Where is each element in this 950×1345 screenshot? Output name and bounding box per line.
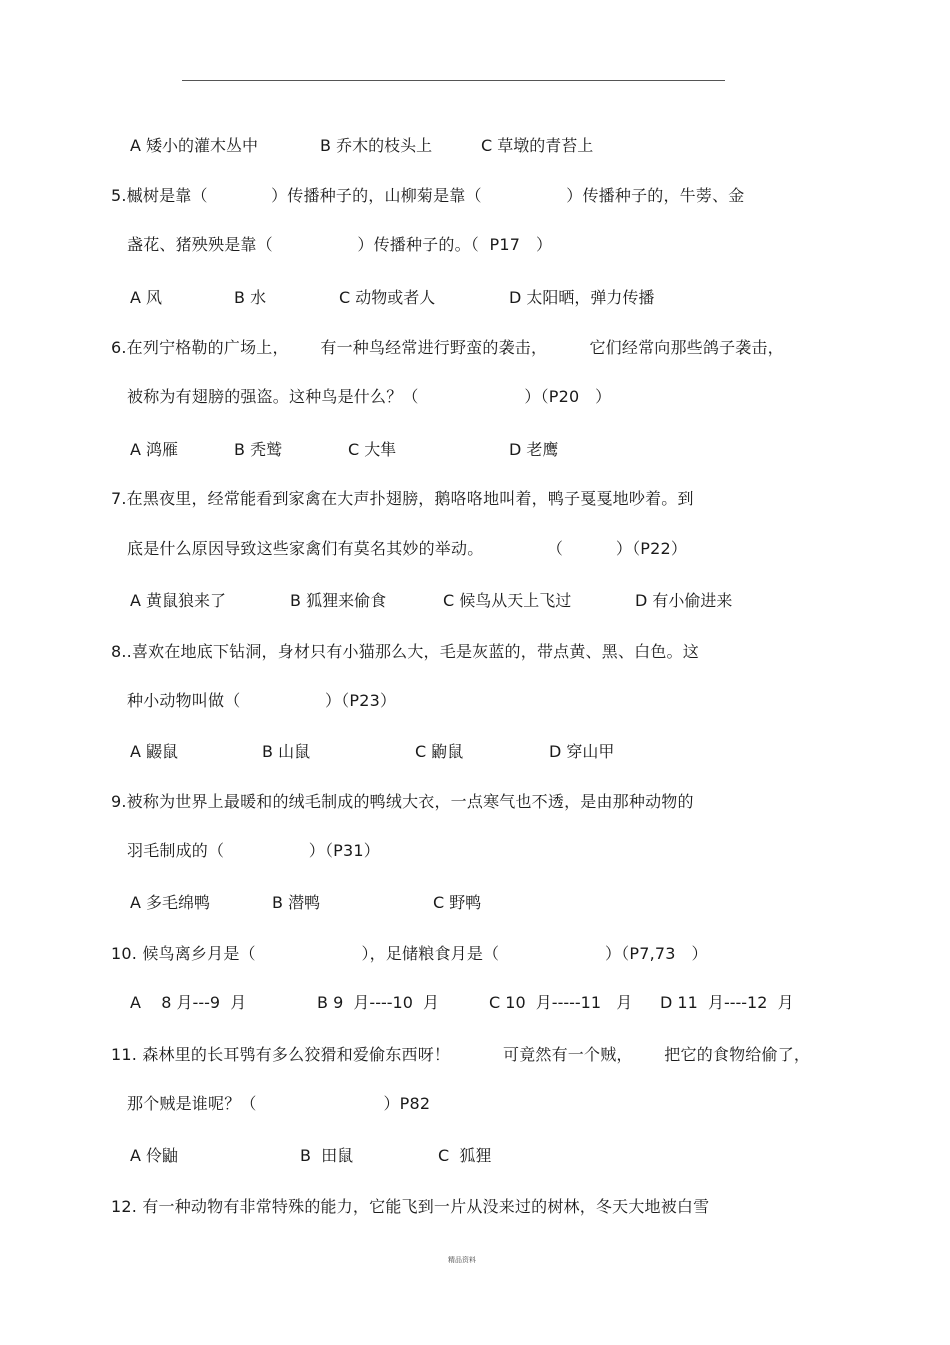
q11-stem-line2: 那个贼是谁呢？（ ）P82 xyxy=(127,1094,431,1113)
q10-stem-line1: 10. 候鸟离乡月是（ ），足储粮食月是（ ）（P7,73 ） xyxy=(111,944,708,963)
q7-option-d: D 有小偷进来 xyxy=(635,591,733,610)
q7-stem-line2: 底是什么原因导致这些家禽们有莫名其妙的举动。 （ ）（P22） xyxy=(127,539,688,558)
q9-option-c: C 野鸭 xyxy=(433,893,482,912)
q8-stem-line1: 8..喜欢在地底下钻洞，身材只有小猫那么大，毛是灰蓝的，带点黄、黑、白色。这 xyxy=(111,642,699,661)
q6-stem-line1: 6.在列宁格勒的广场上， 有一种鸟经常进行野蛮的袭击， 它们经常向那些鸽子袭击， xyxy=(111,338,784,357)
q5-option-d: D 太阳晒，弹力传播 xyxy=(509,288,655,307)
q10-option-b: B 9 月----10 月 xyxy=(317,993,440,1012)
q4-option-b: B 乔木的枝头上 xyxy=(320,136,433,155)
q11-option-a: A 伶鼬 xyxy=(130,1146,179,1165)
q6-option-a: A 鸿雁 xyxy=(130,440,179,459)
q12-stem-line1: 12. 有一种动物有非常特殊的能力，它能飞到一片从没来过的树林，冬天大地被白雪 xyxy=(111,1197,710,1216)
q6-option-d: D 老鹰 xyxy=(509,440,559,459)
q7-option-c: C 候鸟从天上飞过 xyxy=(443,591,572,610)
q6-stem-line2: 被称为有翅膀的强盗。这种鸟是什么？（ ）（P20 ） xyxy=(127,387,612,406)
q7-stem-line1: 7.在黑夜里，经常能看到家禽在大声扑翅膀，鹅咯咯地叫着，鸭子戛戛地吵着。到 xyxy=(111,489,694,508)
q5-stem-line2: 盏花、猪殃殃是靠（ ）传播种子的。（ P17 ） xyxy=(127,235,553,254)
q8-option-c: C 鼩鼠 xyxy=(415,742,464,761)
q10-option-d: D 11 月----12 月 xyxy=(660,993,794,1012)
page-footer: 精品资料 xyxy=(448,1256,476,1264)
q9-stem-line1: 9.被称为世界上最暖和的绒毛制成的鸭绒大衣，一点寒气也不透，是由那种动物的 xyxy=(111,792,694,811)
q11-option-c: C 狐狸 xyxy=(438,1146,492,1165)
q8-option-b: B 山鼠 xyxy=(262,742,311,761)
q11-option-b: B 田鼠 xyxy=(300,1146,354,1165)
header-rule xyxy=(182,80,725,81)
q8-option-a: A 鼹鼠 xyxy=(130,742,179,761)
q5-option-a: A 风 xyxy=(130,288,163,307)
q7-option-a: A 黄鼠狼来了 xyxy=(130,591,227,610)
q6-option-c: C 大隼 xyxy=(348,440,397,459)
q9-option-b: B 潜鸭 xyxy=(272,893,321,912)
q11-stem-line1: 11. 森林里的长耳鸮有多么狡猾和爱偷东西呀！ 可竟然有一个贼， 把它的食物给偷了， xyxy=(111,1045,811,1064)
q10-option-c: C 10 月-----11 月 xyxy=(489,993,633,1012)
q8-option-d: D 穿山甲 xyxy=(549,742,615,761)
q8-stem-line2: 种小动物叫做（ ）（P23） xyxy=(127,691,397,710)
q10-option-a: A 8 月---9 月 xyxy=(130,993,247,1012)
q5-option-b: B 水 xyxy=(234,288,267,307)
q4-option-c: C 草墩的青苔上 xyxy=(481,136,594,155)
q9-option-a: A 多毛绵鸭 xyxy=(130,893,211,912)
q9-stem-line2: 羽毛制成的（ ）（P31） xyxy=(127,841,380,860)
q7-option-b: B 狐狸来偷食 xyxy=(290,591,387,610)
q4-option-a: A 矮小的灌木丛中 xyxy=(130,136,259,155)
q6-option-b: B 秃鹫 xyxy=(234,440,283,459)
q5-stem-line1: 5.槭树是靠（ ）传播种子的，山柳菊是靠（ ）传播种子的，牛蒡、金 xyxy=(111,186,745,205)
q5-option-c: C 动物或者人 xyxy=(339,288,436,307)
